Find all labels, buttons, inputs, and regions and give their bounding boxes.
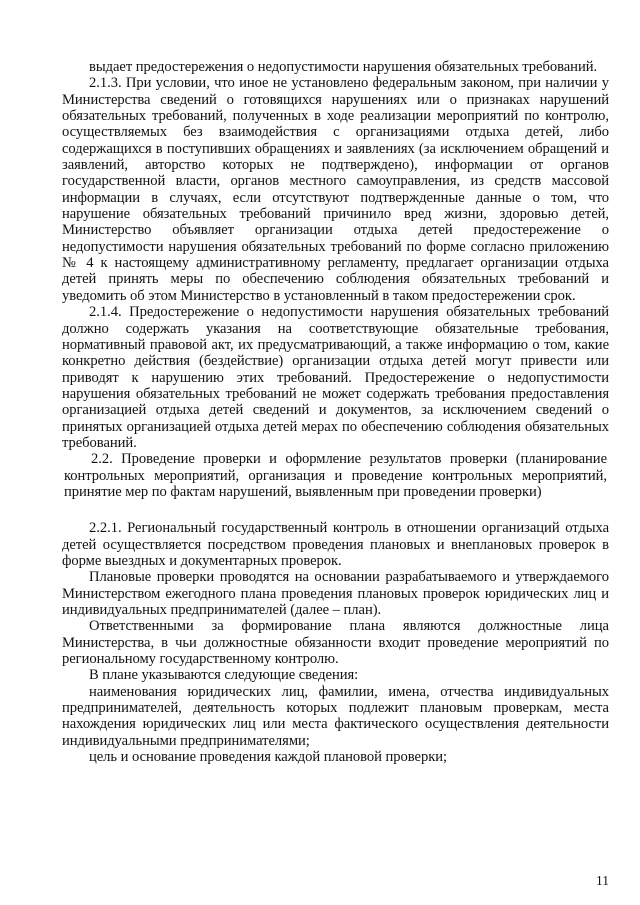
section-spacer: [62, 500, 609, 520]
paragraph-planned-inspections: Плановые проверки проводятся на основании разрабатываемого и утверждаемого Министерством ежегодного плана проведения плановых проверок юридических лиц и индивидуальных предпринимателей (далее – план).: [62, 569, 609, 618]
paragraph-responsible-officials: Ответственными за формирование плана являются должностные лица Министерства, в чьи должностные обязанности входит проведение мероприятий по региональному государственному контролю.: [62, 618, 609, 668]
document-body: [62, 59, 609, 765]
page-number: 11: [596, 873, 609, 888]
paragraph-2-2-1: 2.2.1. Региональный государственный контроль в отношении организаций отдыха детей осуществляется посредством проведения плановых и внеплановых проверок в форме выездных и документарных проверок.: [62, 520, 609, 569]
paragraph-plan-contents: В плане указываются следующие сведения:: [89, 667, 359, 684]
paragraph-2-1-4: 2.1.4. Предостережение о недопустимости нарушения обязательных требований должно содержать указания на соответствующие обязательные требования, нормативный правовой акт, их предусматривающий, а также информацию о том, какие конкретно действия (бездействие) организации отдыха детей могут привести или приводят к нарушению этих требований. Предостережение о недопустимости нарушения обязательных требований не может содержать требования предоставления организацией отдыха детей сведений и документов, за исключением сведений о принятых организацией отдыха детей мерах по обеспечению соблюдения обязательных требований.: [62, 304, 609, 451]
section-heading-2-2: 2.2. Проведение проверки и оформление результатов проверки (планирование контрольных мероприятий, организация и проведение контрольных мероприятий, принятие мер по фактам нарушений, выявленным при проведении проверки): [64, 451, 607, 500]
paragraph-2-1-3: 2.1.3. При условии, что иное не установлено федеральным законом, при наличии у Министерства сведений о готовящихся нарушениях или о признаках нарушений обязательных требований, полученных в ходе реализации мероприятий по контролю, осуществляемых без взаимодействия с организациями отдыха детей, либо содержащихся в поступивших обращениях и заявлениях (за исключением обращений и заявлений, авторство которых не подтверждено), информации от органов государственной власти, органов местного самоуправления, из средств массовой информации в случаях, если отсутствуют подтвержденные данные о том, что нарушение обязательных требований причинило вред жизни, здоровью детей, Министерство объявляет организации отдыха детей предостережение о недопустимости нарушения обязательных требований по форме согласно приложению № 4 к настоящему административному регламенту, предлагает организации отдыха детей принять меры по обеспечению соблюдения обязательных требований и уведомить об этом Министерство в установленный в таком предостережении срок.: [62, 75, 609, 304]
paragraph-plan-item-names: наименования юридических лиц, фамилии, имена, отчества индивидуальных предпринимателей, деятельность которых подлежит плановым проверкам, места нахождения юридических лиц или места фактического осуществления деятельности индивидуальными предпринимателями;: [62, 683, 609, 749]
paragraph-continuation: выдает предостережения о недопустимости нарушения обязательных требований.: [89, 59, 598, 75]
paragraph-plan-item-purpose: цель и основание проведения каждой плановой проверки;: [89, 749, 447, 766]
